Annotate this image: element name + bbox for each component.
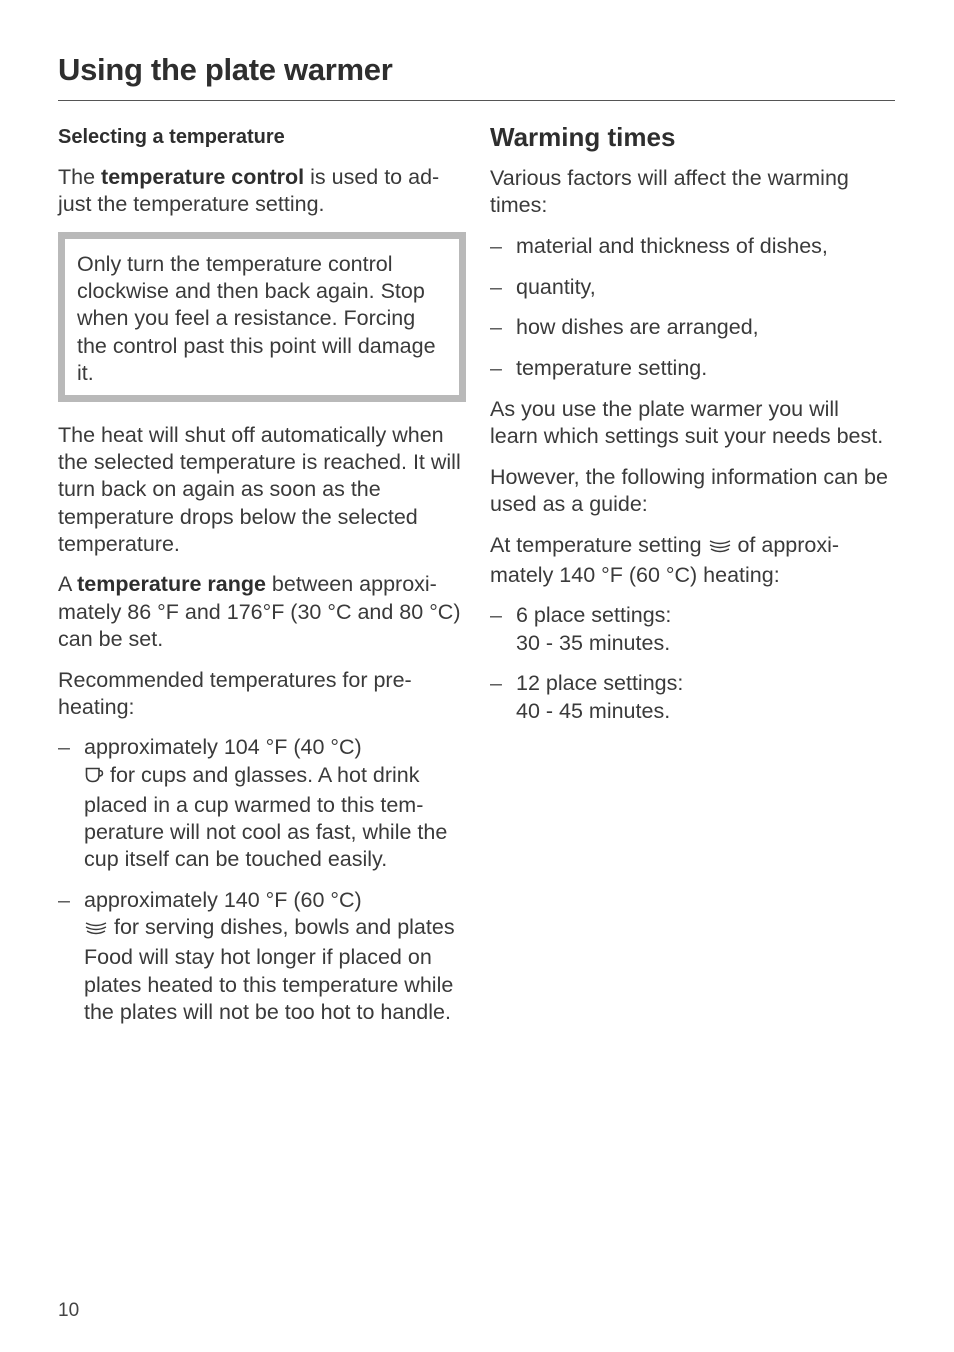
title-divider (58, 100, 895, 101)
page-title: Using the plate warmer (58, 52, 393, 87)
list-item: – approximately 140 °F (60 °C) for serving dishes, bowls and plates Food will stay hot longer if placed on plates heated to this temperature while the plates will not be too hot to handle. (58, 887, 455, 1024)
dash-bullet: – (58, 735, 70, 760)
left-column (58, 118, 466, 1039)
list-item: – 6 place settings: 30 - 35 minutes. (490, 603, 672, 655)
dash-bullet: – (490, 315, 502, 340)
list-item: – approximately 104 °F (40 °C) for cups and glasses. A hot drink placed in a cup warmed to this tem-perature will not cool as fast, while the cup itself can be touched easily. (58, 735, 448, 872)
plates-icon (708, 535, 732, 562)
list-item: – how dishes are arranged, (490, 314, 890, 341)
temperature-range-paragraph: A temperature range between approxi-mately 86 °F and 176°F (30 °C and 80 °C) can be set. (58, 572, 461, 651)
dash-bullet: – (490, 233, 502, 258)
temperature-control-term: temperature control (101, 165, 305, 189)
dash-bullet: – (490, 671, 502, 696)
temperature-control-paragraph: The temperature control is used to ad-just the temperature setting. (58, 165, 440, 217)
warming-times-heading: Warming times (490, 122, 676, 152)
warming-factors-intro: Various factors will affect the warming times: (490, 166, 849, 218)
dash-bullet: – (58, 887, 70, 912)
list-item: – temperature setting. (490, 355, 890, 382)
cup-icon (84, 765, 104, 792)
list-item: – 12 place settings: 40 - 45 minutes. (490, 671, 684, 723)
warming-factors-list (490, 233, 890, 382)
page-number: 10 (58, 1300, 80, 1321)
learn-settings-paragraph: As you use the plate warmer you will learn which settings suit your needs best. (490, 396, 884, 448)
right-column (490, 118, 890, 738)
dash-bullet: – (490, 274, 502, 299)
dash-bullet: – (490, 603, 502, 628)
recommended-temperatures-paragraph: Recommended temperatures for pre-heating: (58, 667, 412, 719)
warning-box (58, 232, 466, 402)
heat-shutoff-paragraph: The heat will shut off automatically when the selected temperature is reached. It will turn back on again as soon as the temperature drops below the selected temperature. (58, 422, 461, 556)
recommended-temperatures-list (58, 734, 466, 1026)
temperature-range-term: temperature range (77, 572, 266, 597)
selecting-temperature-heading: Selecting a temperature (58, 126, 285, 148)
warning-text: Only turn the temperature control clockwise and then back again. Stop when you feel a resistance. Forcing the control past this point will damage it. (77, 251, 436, 385)
guide-paragraph: However, the following information can be used as a guide: (490, 464, 888, 516)
dash-bullet: – (490, 356, 502, 381)
warming-times-list (490, 602, 890, 724)
plates-icon (84, 917, 108, 944)
temperature-setting-paragraph: At temperature setting of approxi-mately 140 °F (60 °C) heating: (490, 532, 840, 587)
list-item: – material and thickness of dishes, (490, 233, 890, 260)
list-item: – quantity, (490, 274, 890, 301)
